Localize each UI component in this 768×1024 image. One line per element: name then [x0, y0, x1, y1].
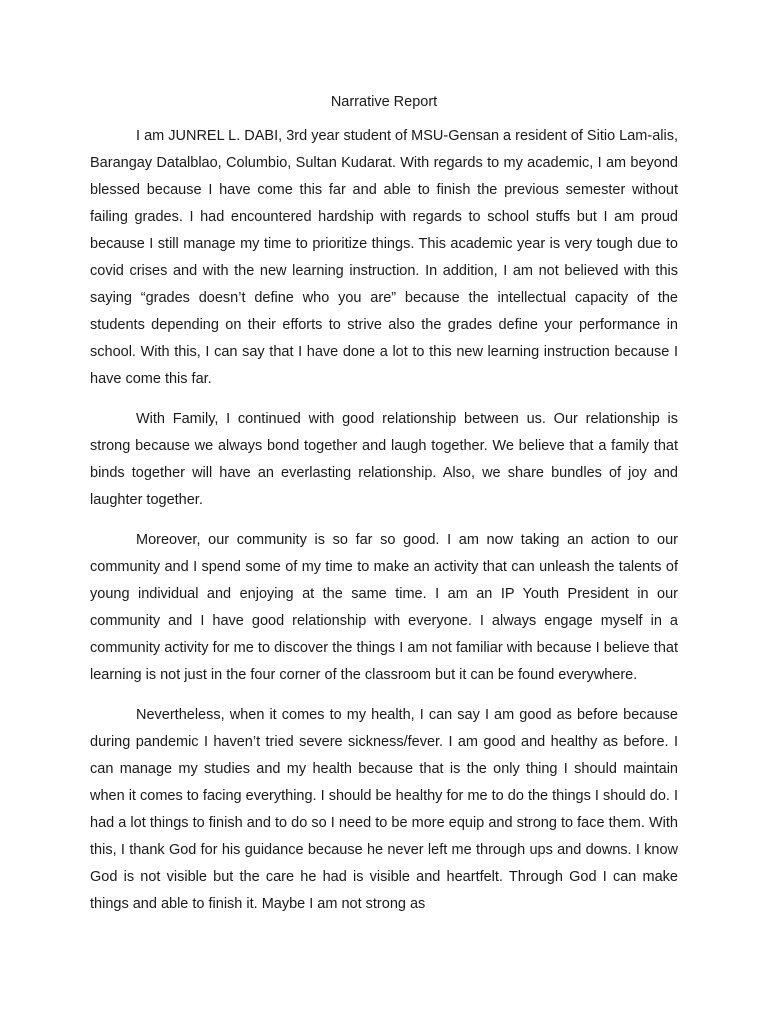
document-body — [90, 123, 678, 1013]
paragraph-health: Nevertheless, when it comes to my health, I can say I am good as before because during pandemic I haven’t tried severe sickness/fever. I am good and healthy as before. I can manage my studies and my health because that is the only thing I should maintain when it comes to facing everything. I should be healthy for me to do the things I should do. I had a lot things to finish and to do so I need to be more equip and strong to face them. With this, I thank God for his guidance because he never left me through ups and downs. I know God is not visible but the care he had is visible and heartfelt. Through God I can make things and able to finish it. Maybe I am not strong as — [90, 707, 678, 912]
paragraph-community: Moreover, our community is so far so good. I am now taking an action to our community and I spend some of my time to make an activity that can unleash the talents of young individual and enjoying at the same time. I am an IP Youth President in our community and I have good relationship with everyone. I always engage myself in a community activity for me to discover the things I am not familiar with because I believe that learning is not just in the four corner of the classroom but it can be found everywhere. — [90, 532, 678, 683]
paragraph-academic: I am JUNREL L. DABI, 3rd year student of MSU-Gensan a resident of Sitio Lam-alis, Barangay Datalblao, Columbio, Sultan Kudarat. With regards to my academic, I am beyond blessed because I have come this far and able to finish the previous semester without failing grades. I had encountered hardship with regards to school stuffs but I am proud because I still manage my time to prioritize things. This academic year is very tough due to covid crises and with the new learning instruction. In addition, I am not believed with this saying “grades doesn’t define who you are” because the intellectual capacity of the students depending on their efforts to strive also the grades define your performance in school. With this, I can say that I have done a lot to this new learning instruction because I have come this far. — [90, 128, 678, 387]
paragraph-family: With Family, I continued with good relationship between us. Our relationship is strong because we always bond together and laugh together. We believe that a family that binds together will have an everlasting relationship. Also, we share bundles of joy and laughter together. — [90, 411, 678, 508]
document-title: Narrative Report — [330, 94, 438, 110]
